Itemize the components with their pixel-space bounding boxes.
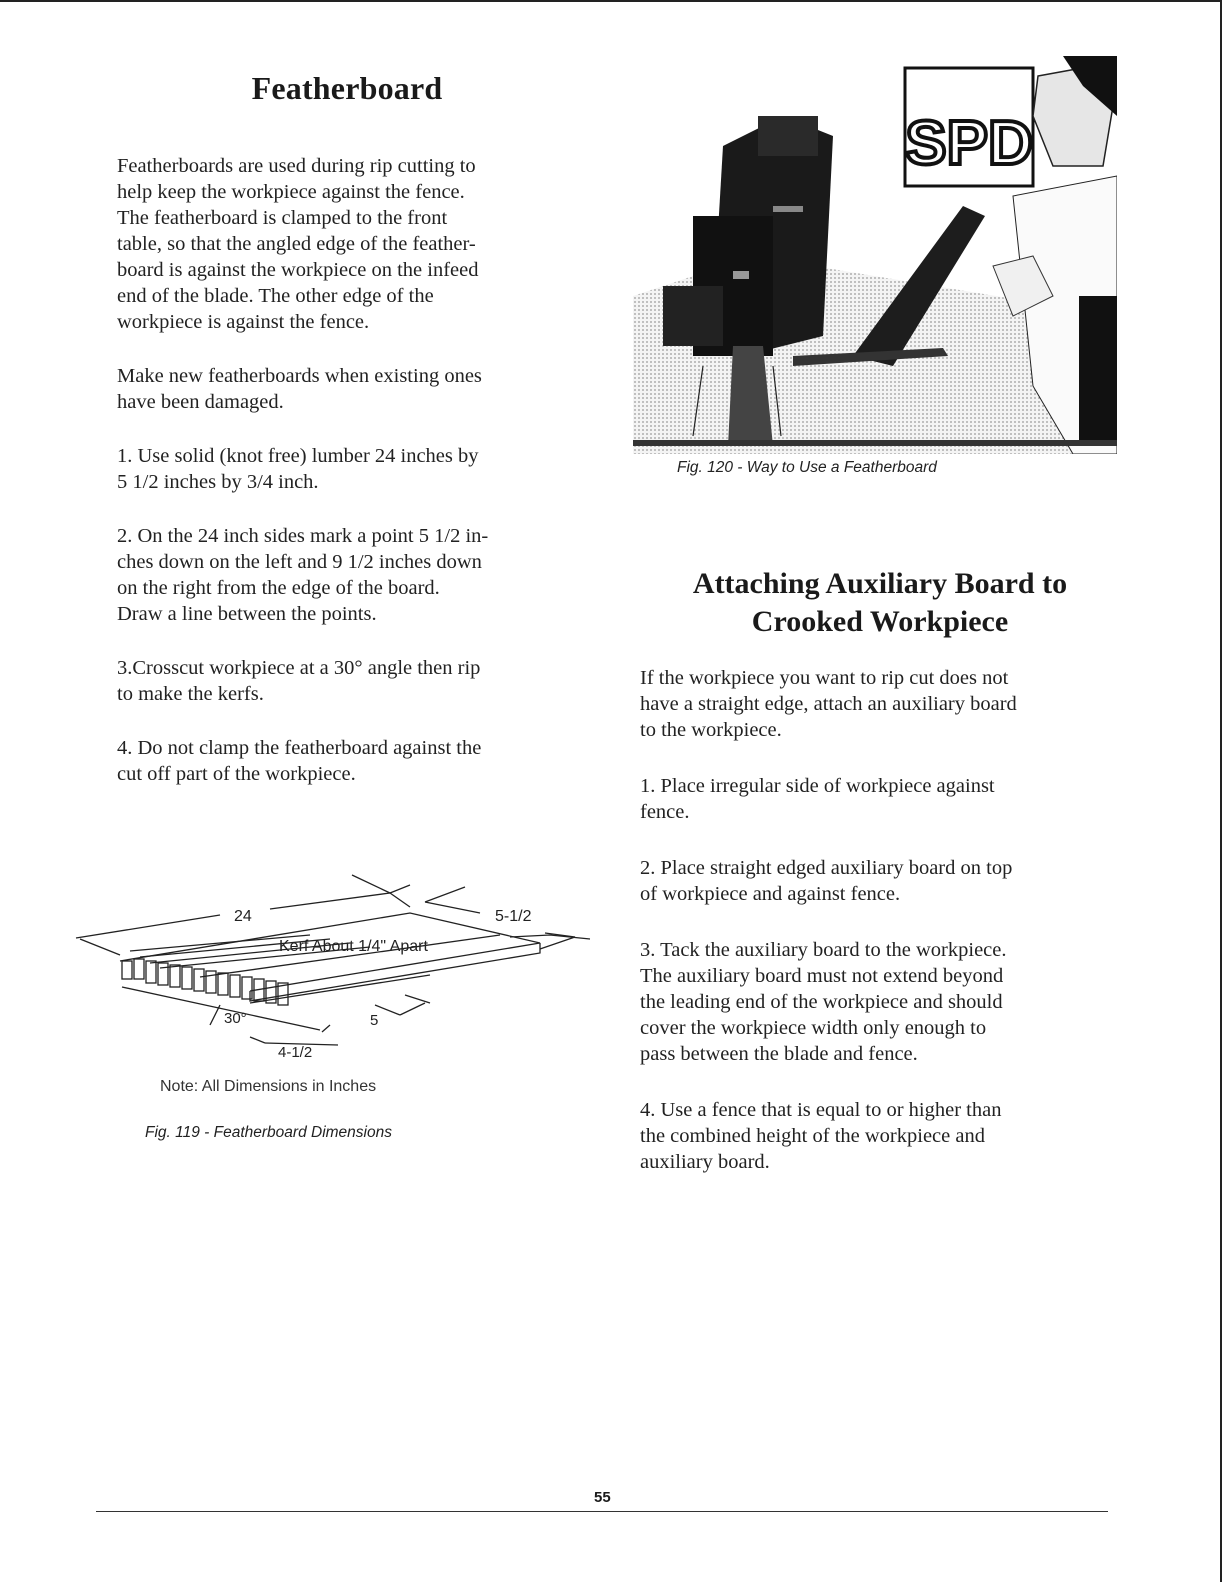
- aux-step-4: 4. Use a fence that is equal to or higher than the combined height of the workpiece and auxiliary board.: [640, 1099, 1002, 1173]
- right-column: [640, 565, 1120, 1175]
- left-column: [117, 70, 587, 787]
- featherboard-intro: Featherboards are used during rip cutting to help keep the workpiece against the fence. The featherboard is clamped to the front table, so that the angled edge of the feather- board is against the workpiece on the infeed end of the blade. The other edge of the workpiece is against the fence.: [117, 155, 479, 333]
- fig-119-caption: Fig. 119 - Featherboard Dimensions: [145, 1124, 392, 1141]
- auxiliary-intro: If the workpiece you want to rip cut does not have a straight edge, attach an auxiliary board to the workpiece.: [640, 667, 1017, 741]
- footer-rule: [96, 1511, 1108, 1512]
- step-4: 4. Do not clamp the featherboard against the cut off part of the workpiece.: [117, 737, 482, 785]
- page-border-top: [0, 0, 1222, 2]
- aux-step-3: 3. Tack the auxiliary board to the workpiece. The auxiliary board must not extend beyond the leading end of the workpiece and should cover the workpiece width only enough to pass between the blade and fence.: [640, 939, 1007, 1065]
- angle-30-label: 30°: [224, 1010, 247, 1027]
- step-2: 2. On the 24 inch sides mark a point 5 1/2 in- ches down on the left and 9 1/2 inches down on the right from the edge of the board. Draw a line between the points.: [117, 525, 489, 625]
- spd-sign: [905, 68, 1033, 186]
- dim-5-label: 5: [370, 1012, 379, 1029]
- aux-step-2: 2. Place straight edged auxiliary board on top of workpiece and against fence.: [640, 857, 1013, 905]
- make-new-paragraph: Make new featherboards when existing ones have been damaged.: [117, 365, 482, 413]
- fig-120-caption: Fig. 120 - Way to Use a Featherboard: [677, 459, 937, 476]
- step-1: 1. Use solid (knot free) lumber 24 inches by 5 1/2 inches by 3/4 inch.: [117, 445, 479, 493]
- step-3: 3.Crosscut workpiece at a 30° angle then rip to make the kerfs.: [117, 657, 481, 705]
- dim-line-24-a: [76, 915, 220, 938]
- featherboard-diagram: [70, 865, 610, 1065]
- dim-24-label: 24: [234, 908, 252, 925]
- aux-step-1: 1. Place irregular side of workpiece against fence.: [640, 775, 995, 823]
- kerf-label: Kerf About 1/4" Apart: [279, 938, 428, 955]
- spd-sign-text: SPD: [905, 109, 1033, 178]
- dim-line-left-ext: [80, 939, 120, 955]
- auxiliary-board-heading: Attaching Auxiliary Board to Crooked Workpiece: [692, 567, 1068, 638]
- dim-4-half-label: 4-1/2: [278, 1044, 313, 1061]
- dim-line-24-b: [270, 893, 390, 909]
- featherboard-photo: [633, 56, 1117, 454]
- page-number: 55: [594, 1489, 611, 1506]
- kerf-fingers: [122, 959, 288, 1005]
- diagram-note: Note: All Dimensions in Inches: [160, 1078, 377, 1095]
- featherboard-heading: Featherboard: [251, 70, 443, 106]
- dim-5-half-label: 5-1/2: [495, 908, 532, 925]
